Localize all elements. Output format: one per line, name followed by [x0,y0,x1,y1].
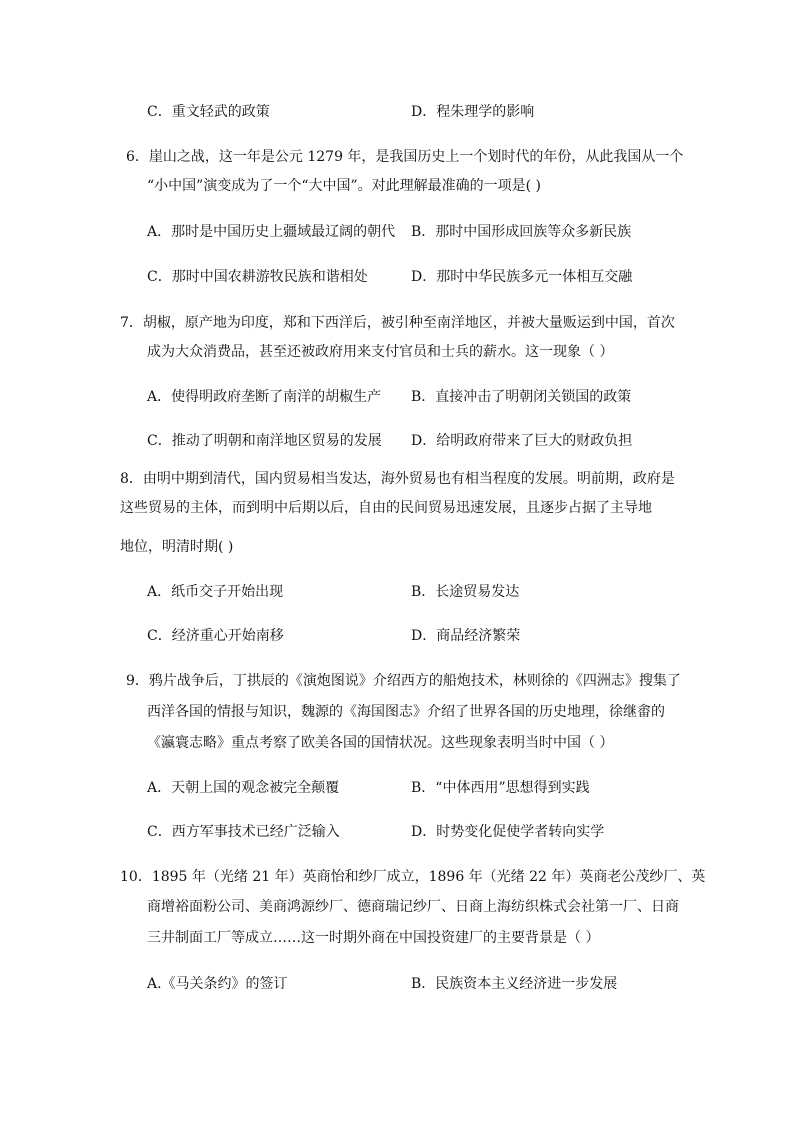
q9-stem-line-2: 西洋各国的情报与知识，魏源的《海国图志》介绍了世界各国的历史地理，徐继畬的 [147,704,665,720]
q9-option-a: A．天朝上国的观念被完全颠覆 [147,780,340,796]
q8-option-d: D．商品经济繁荣 [411,628,521,644]
q8-option-b: B．长途贸易发达 [411,584,520,600]
q8-stem-line-3: 地位，明清时期( ) [120,539,234,555]
q8-stem-line-2: 这些贸易的主体，而到明中后期以后，自由的民间贸易迅速发展，且逐步占据了主导地 [120,500,652,516]
q9-option-b: B．“中体西用”思想得到实践 [411,780,590,796]
q6-option-d: D．那时中华民族多元一体相互交融 [411,269,633,285]
q7-stem-line-1: 7．胡椒，原产地为印度，郑和下西洋后，被引种至南洋地区，并被大量贩运到中国，首次 [120,315,675,331]
q5-option-c: C．重文轻武的政策 [147,104,270,120]
q6-stem-line-1: 6．崖山之战，这一年是公元 1279 年，是我国历史上一个划时代的年份，从此我国从一个 [126,149,684,165]
q9-stem-line-3: 《瀛寰志略》重点考察了欧美各国的国情状况。这些现象表明当时中国（ ） [147,735,614,751]
q10-stem-line-3: 三井制面工厂等成立……这一时期外商在中国投资建厂的主要背景是（ ） [147,930,600,946]
q8-option-c: C．经济重心开始南移 [147,628,284,644]
q6-option-b: B．那时中国形成回族等众多新民族 [411,224,632,240]
q9-option-c: C．西方军事技术已经广泛输入 [147,824,340,840]
q9-stem-line-1: 9．鸦片战争后，丁拱辰的《演炮图说》介绍西方的船炮技术，林则徐的《四洲志》搜集了 [126,673,681,689]
q6-stem-line-2: “小中国”演变成为了一个“大中国”。对此理解最准确的一项是( ) [147,178,542,194]
q5-option-d: D．程朱理学的影响 [411,104,535,120]
q9-option-d: D．时势变化促使学者转向实学 [411,824,605,840]
q7-option-b: B．直接冲击了明朝闭关锁国的政策 [411,389,632,405]
q7-option-c: C．推动了明朝和南洋地区贸易的发展 [147,433,382,449]
q10-stem-line-2: 商增裕面粉公司、美商鸿源纱厂、德商瑞记纱厂、日商上海纺织株式会社第一厂、日商 [147,899,679,915]
q10-option-b: B．民族资本主义经济进一步发展 [411,976,618,992]
q10-option-a: A.《马关条约》的签订 [147,976,288,992]
q7-option-a: A．使得明政府垄断了南洋的胡椒生产 [147,389,382,405]
q7-option-d: D．给明政府带来了巨大的财政负担 [411,433,633,449]
q8-stem-line-1: 8．由明中期到清代，国内贸易相当发达，海外贸易也有相当程度的发展。明前期，政府是 [120,471,675,487]
q7-stem-line-2: 成为大众消费品，甚至还被政府用来支付官员和士兵的薪水。这一现象（ ） [147,344,614,360]
q10-stem-line-1: 10．1895 年（光绪 21 年）英商怡和纱厂成立，1896 年（光绪 22 年）英商老公茂纱厂、英 [120,869,706,885]
q6-option-a: A．那时是中国历史上疆域最辽阔的朝代 [147,224,396,240]
q6-option-c: C．那时中国农耕游牧民族和谐相处 [147,269,368,285]
q8-option-a: A．纸币交子开始出现 [147,584,284,600]
